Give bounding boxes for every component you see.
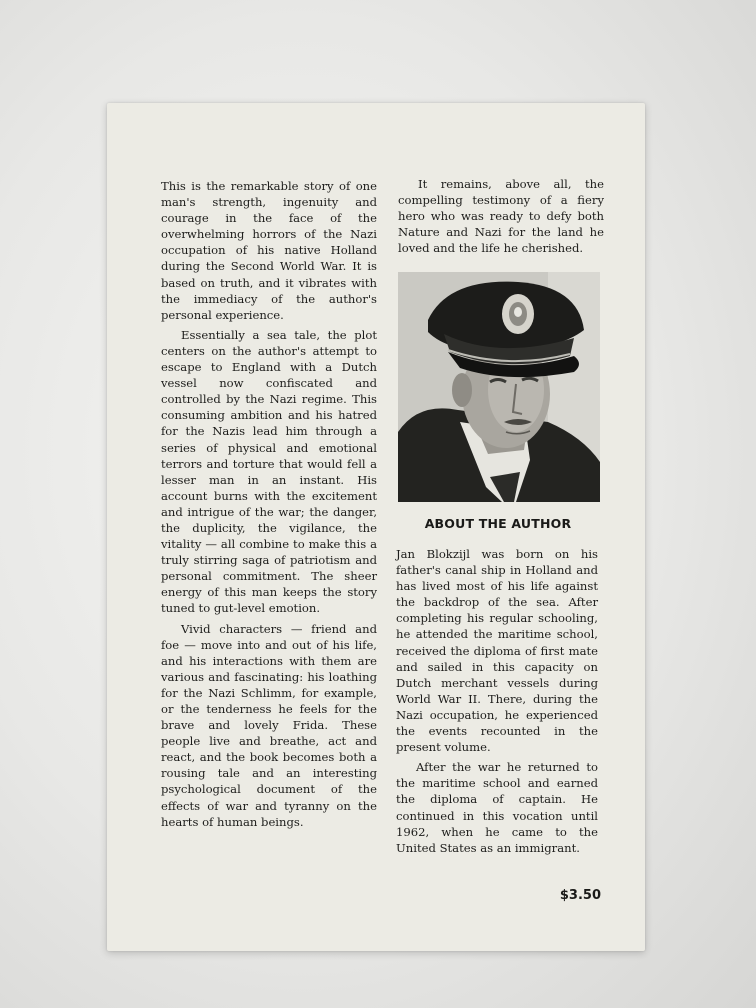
author-bio-paragraph-1: Jan Blokzijl was born on his father's canal ship in Holland and has lived most of his life against the backdrop of the sea. After completing his regular schooling, he attended the maritime school, received the diploma of first mate and sailed in this capacity on Dutch merchant vessels during World War II. There, during the Nazi occupation, he experienced the events recounted in the present volume. xyxy=(396,547,598,755)
testimony-paragraph: It remains, above all, the compelling testimony of a fiery hero who was ready to defy both Nature and Nazi for the land he loved and the life he cherished. xyxy=(398,177,604,256)
testimony-column xyxy=(398,176,604,260)
author-bio-paragraph-2: After the war he returned to the maritime school and earned the diploma of captain. He continued in this vocation until 1962, when he came to the United States as an immigrant. xyxy=(396,760,598,855)
description-paragraph-1: This is the remarkable story of one man's strength, ingenuity and courage in the face of the overwhelming horrors of the Nazi occupation of his native Holland during the Second World War. It is based on truth, and it vibrates with the immediacy of the author's personal experience. xyxy=(161,179,377,322)
description-paragraph-3: Vivid characters — friend and foe — move into and out of his life, and his interactions with them are various and fascinating: his loathing for the Nazi Schlimm, for example, or the tenderness he feels for the brave and lovely Frida. These people live and breathe, act and react, and the book becomes both a rousing tale and an interesting psychological document of the effects of war and tyranny on the hearts of human beings. xyxy=(161,621,377,829)
description-column xyxy=(161,178,377,834)
author-photo xyxy=(398,272,600,502)
description-paragraph-2: Essentially a sea tale, the plot centers on the author's attempt to escape to England with a Dutch vessel now confiscated and controlled by the Nazi regime. This consuming ambition and his hatred for the Nazis lead him through a series of physical and emotional terrors and torture that would fell a lesser man in an instant. His account burns with the excitement and intrigue of the war; the danger, the duplicity, the vigilance, the vitality — all combine to make this a truly stirring saga of patriotism and personal commitment. The sheer energy of this man keeps the story tuned to gut-level emotion. xyxy=(161,327,377,616)
about-author-heading: ABOUT THE AUTHOR xyxy=(424,516,572,531)
book-back-cover xyxy=(107,103,645,951)
price-label: $3.50 xyxy=(559,888,601,903)
author-portrait-image xyxy=(398,272,600,502)
author-bio-column xyxy=(396,546,598,860)
